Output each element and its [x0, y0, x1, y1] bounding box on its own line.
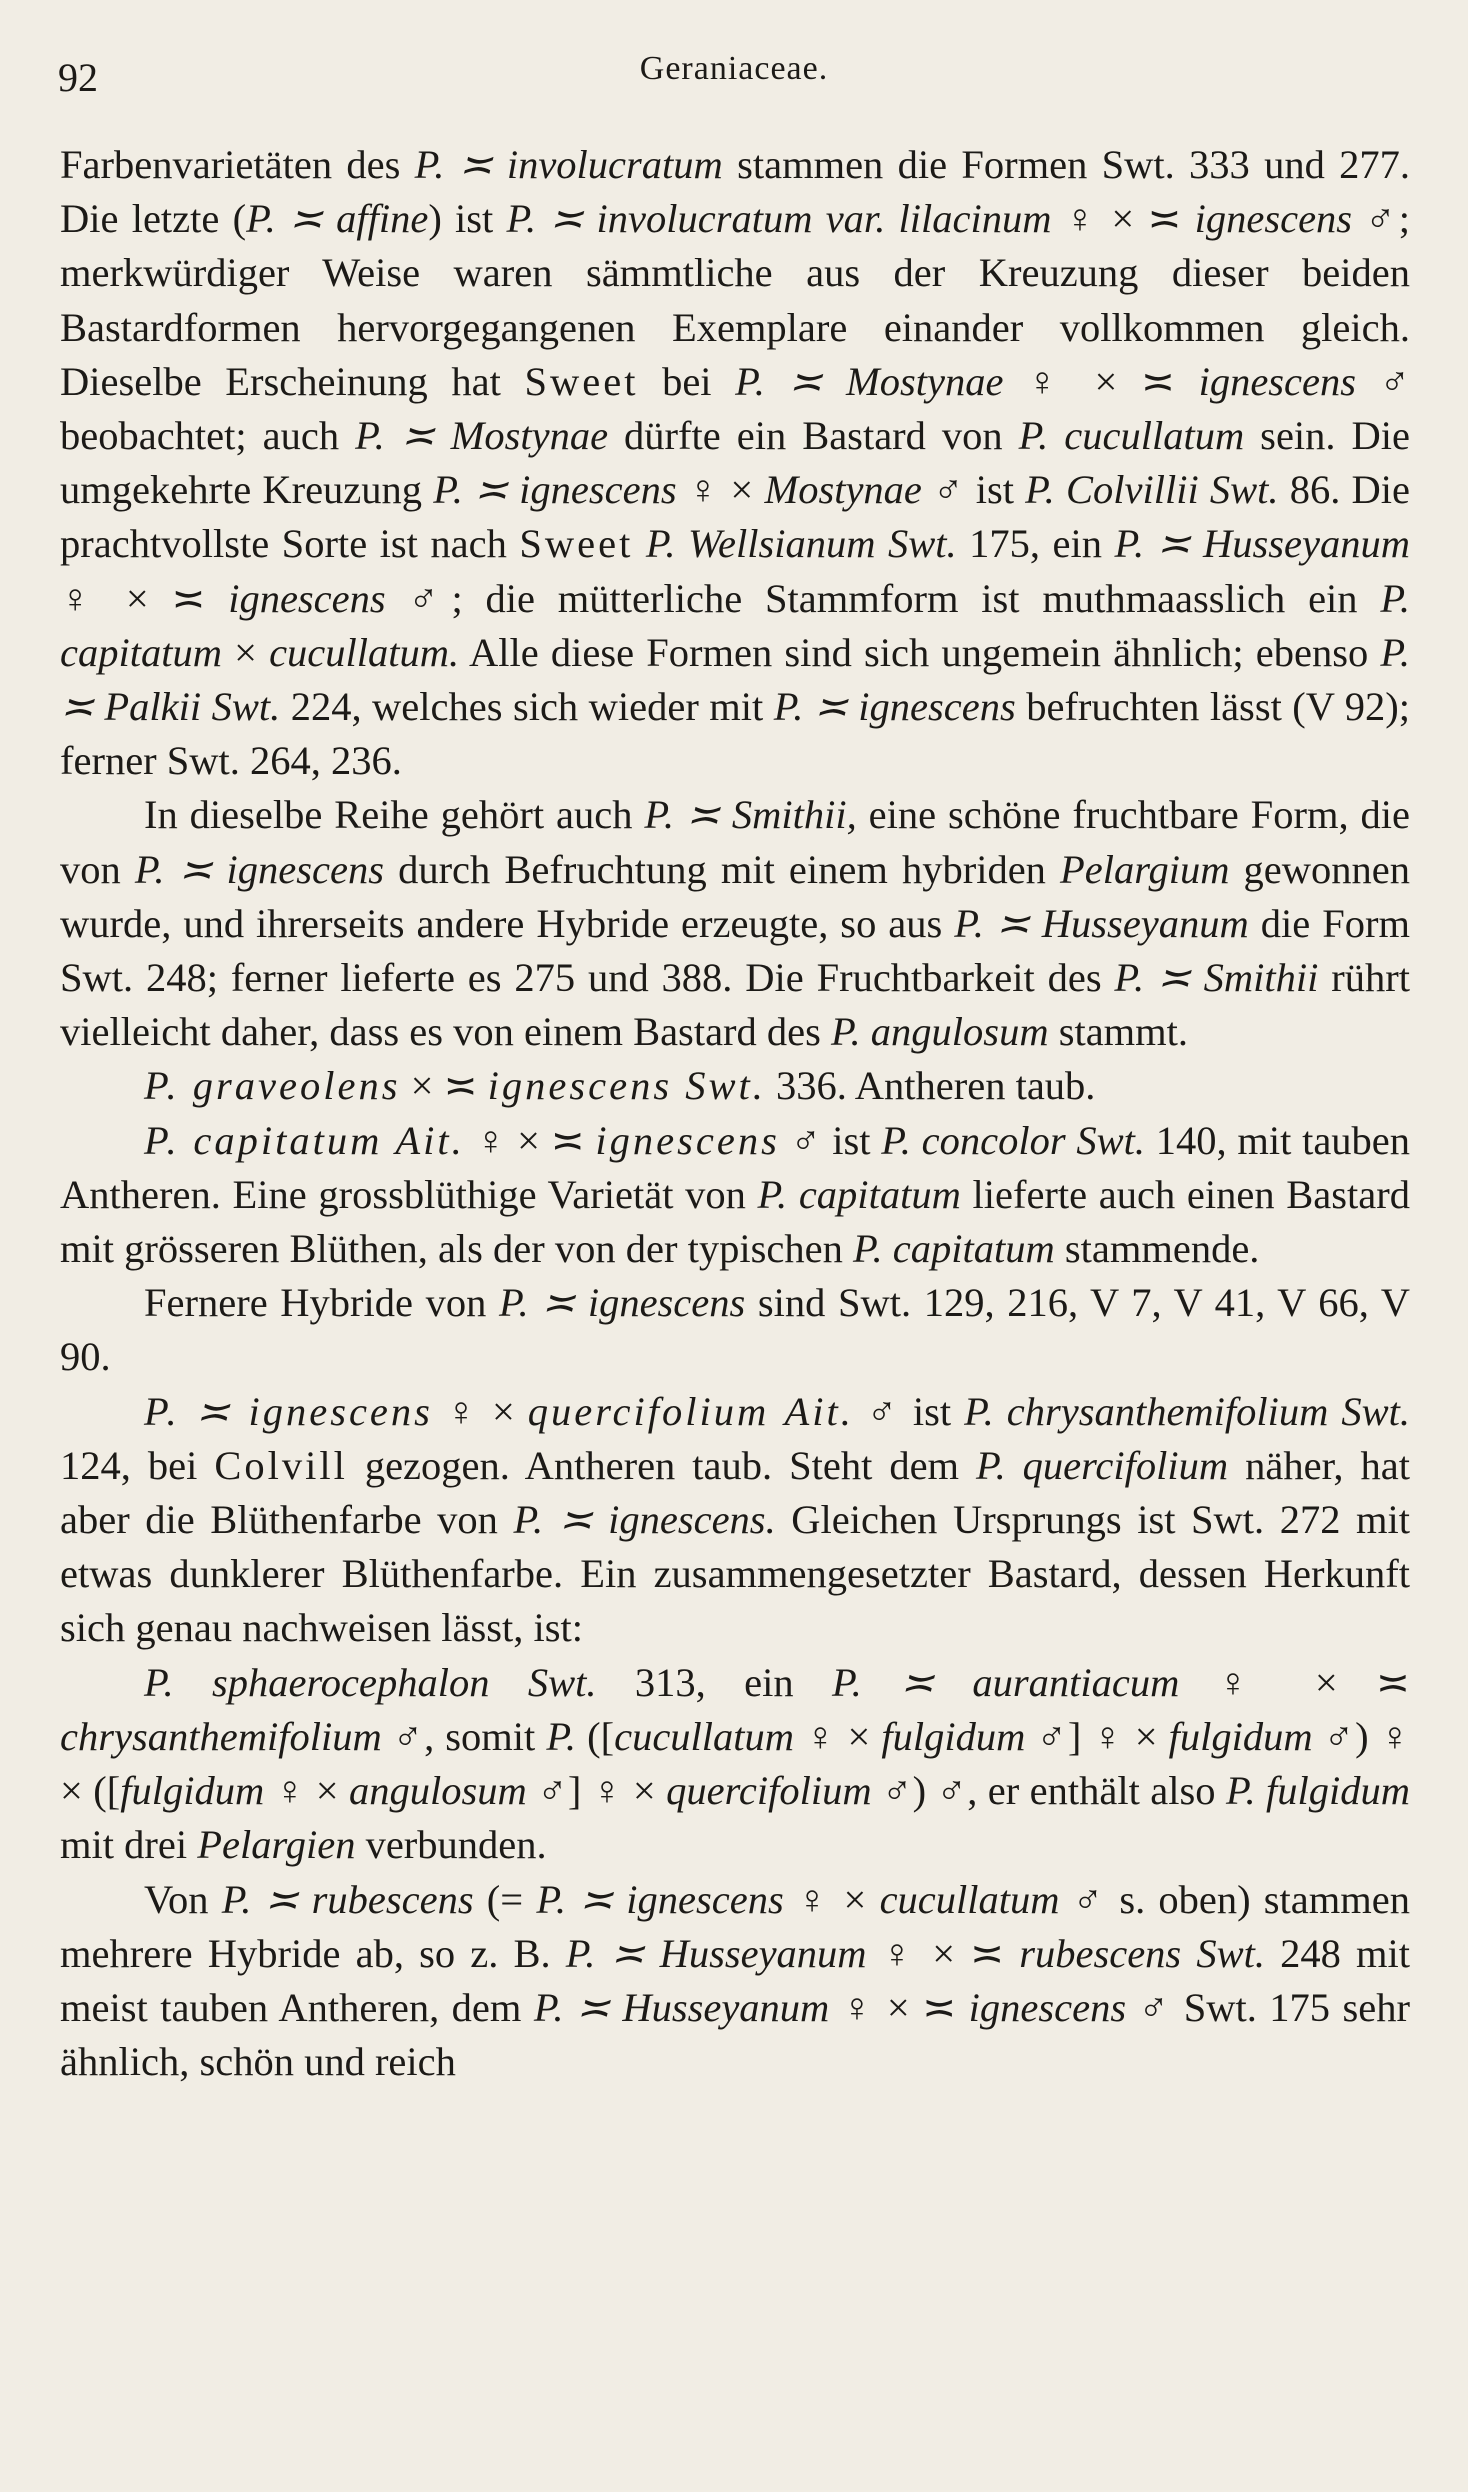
- italic-text: cucullatum: [614, 1713, 795, 1759]
- italic-text: P. ≍ ignescens.: [513, 1497, 776, 1543]
- italic-text: angulosum: [349, 1768, 527, 1814]
- italic-text: P. ≍ Smithii,: [644, 792, 857, 838]
- text-run: stammt.: [1048, 1009, 1189, 1055]
- text-run: In dieselbe Reihe gehört auch: [144, 792, 645, 838]
- italic-text: P. ≍ aurantiacum: [832, 1659, 1180, 1705]
- italic-text: P. ≍ Mostynae: [355, 413, 609, 459]
- text-run: × ≍: [400, 1063, 488, 1109]
- text-run: (=: [473, 1876, 537, 1922]
- italic-text: ignescens: [968, 1984, 1127, 2030]
- italic-text: quercifolium Ait.: [527, 1388, 854, 1434]
- text-run: 124, bei: [60, 1442, 215, 1488]
- text-run: ♂ ist: [853, 1388, 965, 1434]
- paragraph: [60, 1276, 1410, 1384]
- text-run: ♂, somit: [381, 1713, 547, 1759]
- text-run: ♂] ♀ ×: [526, 1768, 667, 1814]
- italic-text: P. capitatum: [60, 575, 1410, 675]
- italic-text: P. ≍ involucratum var. lilacinum: [506, 196, 1052, 242]
- text-run: Farbenvarietäten des: [60, 142, 415, 187]
- italic-text: P. capitatum: [757, 1171, 961, 1217]
- text-run: ♂; die mütterliche Stammform ist muthmaasslich ein: [385, 575, 1381, 621]
- italic-text: P. quercifolium: [976, 1442, 1229, 1488]
- italic-text: P. ≍ Mostynae: [735, 358, 1004, 404]
- paragraph: [60, 788, 1410, 1059]
- text-run: stammen die Formen Swt. 333 und 277. Die letzte (: [60, 142, 1410, 242]
- text-run: 313, ein: [596, 1659, 833, 1705]
- text-run: ♀ ×: [676, 467, 765, 513]
- text-run: 175, ein: [956, 521, 1115, 567]
- italic-text: P. ≍ Smithii: [1114, 955, 1319, 1001]
- text-run: ♂ Swt. 175 sehr ähnlich, schön und reich: [60, 1984, 1410, 2085]
- italic-text: ignescens: [1194, 196, 1353, 242]
- text-run: ♀ × ≍: [60, 575, 229, 621]
- italic-text: fulgidum: [881, 1713, 1026, 1759]
- text-run: ♀ × ≍: [1179, 1659, 1410, 1705]
- italic-text: P. ≍ Husseyanum: [954, 900, 1249, 946]
- paragraph: [60, 138, 1410, 788]
- text-run: eine schöne fruchtbare Form, die von: [60, 792, 1410, 892]
- italic-text: P. ≍ Palkii Swt.: [60, 629, 1411, 730]
- italic-text: P. ≍ ignescens: [134, 846, 384, 892]
- text-run: ♂; merkwürdiger Weise waren sämmtliche aus der Kreuzung dieser beiden Bastardformen hervorgegangenen Exemplare einander vollkommen gleich. Dieselbe Erscheinung hat: [60, 196, 1410, 404]
- page-number: 92: [58, 55, 98, 100]
- text-run: dürfte ein Bastard von: [608, 413, 1019, 459]
- italic-text: P. concolor Swt.: [881, 1117, 1145, 1163]
- italic-text: P. angulosum: [831, 1009, 1049, 1055]
- text-run: ♂] ♀ ×: [1025, 1713, 1169, 1759]
- italic-text: P. ≍ Husseyanum: [533, 1984, 830, 2030]
- text-run: ♂) ♀ × ([: [60, 1713, 1410, 1814]
- paragraph: [60, 1114, 1410, 1277]
- text-run: stammende.: [1054, 1226, 1260, 1272]
- italic-text: P. cucullatum: [1018, 413, 1245, 459]
- text-run: Colvill: [214, 1442, 348, 1488]
- text-run: rührt vielleicht daher, dass es von einem Bastard des: [60, 955, 1410, 1055]
- text-run: mit drei: [60, 1822, 198, 1868]
- italic-text: cucullatum: [879, 1876, 1060, 1922]
- text-run: näher, hat aber die Blüthenfarbe von: [60, 1442, 1411, 1543]
- italic-text: cucullatum.: [269, 629, 460, 675]
- text-run: Fernere Hybride von: [144, 1280, 499, 1326]
- text-run: gewonnen wurde, und ihrerseits andere Hybride erzeugte, so aus: [60, 846, 1411, 946]
- italic-text: chrysanthemifolium: [60, 1713, 382, 1759]
- text-run: lieferte auch einen Bastard mit grösseren Blüthen, als der von der typischen: [60, 1171, 1410, 1272]
- text-run: sein. Die umgekehrte Kreuzung: [60, 413, 1410, 513]
- italic-text: P. ≍ ignescens: [773, 684, 1016, 730]
- italic-text: P. fulgidum: [1225, 1768, 1411, 1814]
- text-run: durch Befruchtung mit einem hybriden: [384, 846, 1060, 892]
- italic-text: P.: [546, 1713, 577, 1759]
- italic-text: P. ≍ ignescens: [536, 1876, 784, 1922]
- italic-text: Pelargium: [1060, 846, 1230, 892]
- text-run: 224, welches sich wieder mit: [280, 684, 774, 730]
- text-run: ♀ × ≍: [464, 1117, 596, 1163]
- italic-text: P. chrysanthemifolium Swt.: [964, 1388, 1411, 1434]
- italic-text: ignescens: [595, 1117, 780, 1163]
- italic-text: ignescens Swt.: [487, 1063, 766, 1109]
- italic-text: fulgidum: [1168, 1713, 1313, 1759]
- text-run: Sweet: [519, 521, 634, 567]
- text-run: bei: [638, 358, 736, 404]
- text-run: 248 mit meist tauben Antheren, dem: [60, 1930, 1410, 2030]
- text-run: die Form Swt. 248; ferner lieferte es 275 und 388. Die Fruchtbarkeit des: [60, 900, 1410, 1001]
- text-run: ×: [221, 629, 270, 675]
- italic-text: P. ≍ Husseyanum: [565, 1930, 867, 1976]
- italic-text: P. Colvillii Swt.: [1025, 467, 1279, 513]
- italic-text: P. Wellsianum Swt.: [645, 521, 957, 567]
- text-run: ♀ ×: [264, 1768, 350, 1814]
- italic-text: P. capitatum Ait.: [144, 1117, 465, 1163]
- italic-text: Pelargien: [197, 1822, 356, 1868]
- text-run: ♀ × ≍: [829, 1984, 969, 2030]
- paragraph: [60, 1059, 1410, 1113]
- text-run: befruchten lässt (V 92); ferner Swt. 264, 236.: [60, 684, 1411, 784]
- text-run: Alle diese Formen sind sich ungemein ähnlich; ebenso: [459, 629, 1381, 675]
- text-run: Sweet: [524, 358, 639, 404]
- text-run: ♀ × ≍: [1051, 196, 1195, 242]
- text-run: ♀ × ≍: [866, 1930, 1020, 1976]
- italic-text: quercifolium: [666, 1768, 872, 1814]
- italic-text: P. capitatum: [852, 1226, 1055, 1272]
- italic-text: fulgidum: [120, 1768, 265, 1814]
- italic-text: ignescens: [228, 575, 386, 621]
- paragraph: [60, 1873, 1410, 2090]
- text-run: ♂ s. oben) stammen mehrere Hybride ab, so z. B.: [60, 1876, 1411, 1976]
- italic-text: P. ≍ rubescens: [221, 1876, 474, 1922]
- paragraph: [60, 1656, 1410, 1873]
- text-run: ♀ ×: [794, 1713, 882, 1759]
- text-run: ♀ ×: [432, 1388, 528, 1434]
- italic-text: P. ≍ ignescens: [499, 1280, 746, 1326]
- running-title: Geraniaceae.: [639, 50, 829, 87]
- text-run: gezogen. Antheren taub. Steht dem: [347, 1442, 977, 1488]
- italic-text: P. ≍ affine: [246, 196, 429, 242]
- text-run: Gleichen Ursprungs ist Swt. 272 mit etwas dunklerer Blüthenfarbe. Ein zusammengesetzter Bastard, dessen Herkunft sich genau nachweisen lässt, ist:: [60, 1497, 1410, 1651]
- text-run: ♂) ♂, er enthält also: [871, 1768, 1226, 1814]
- italic-text: Mostynae: [764, 467, 922, 513]
- text-run: ♀ × ≍: [1003, 358, 1199, 404]
- text-run: 336. Antheren taub.: [765, 1063, 1096, 1109]
- italic-text: P. ≍ ignescens: [433, 467, 677, 513]
- italic-text: P. sphaerocephalon Swt.: [144, 1659, 597, 1705]
- paragraph: [60, 1385, 1410, 1656]
- page-header: [0, 44, 1468, 104]
- text-run: ♂ ist: [921, 467, 1026, 513]
- italic-text: ignescens: [1198, 358, 1357, 404]
- italic-text: P. ≍ ignescens: [144, 1388, 433, 1434]
- text-run: sind Swt. 129, 216, V 7, V 41, V 66, V 90.: [60, 1280, 1410, 1380]
- italic-text: rubescens Swt.: [1019, 1930, 1265, 1976]
- text-run: ) ist: [428, 196, 507, 242]
- text-run: ♂ ist: [779, 1117, 882, 1163]
- text-run: [633, 521, 646, 566]
- text-run: ♀ ×: [783, 1876, 880, 1922]
- italic-text: P. ≍ Husseyanum: [1114, 521, 1411, 567]
- text-run: ([: [576, 1713, 615, 1759]
- text-run: verbunden.: [355, 1822, 547, 1868]
- text-run: 140, mit tauben Antheren. Eine grossblüthige Varietät von: [60, 1117, 1411, 1217]
- text-run: Von: [144, 1876, 222, 1922]
- text-run: ♂ beobachtet; auch: [60, 358, 1411, 459]
- italic-text: P. graveolens: [144, 1063, 401, 1109]
- text-run: 86. Die prachtvollste Sorte ist nach: [60, 467, 1411, 567]
- body-text: [60, 138, 1410, 2089]
- italic-text: P. ≍ involucratum: [414, 142, 723, 187]
